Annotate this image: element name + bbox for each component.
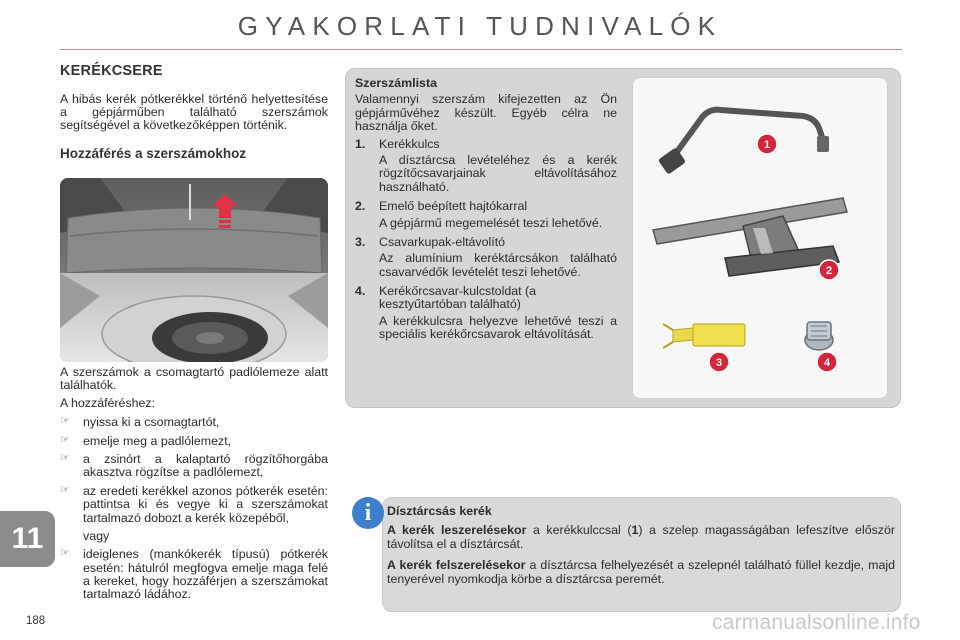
tools-drawing	[633, 78, 888, 399]
bolt-adaptor-icon	[805, 322, 833, 350]
pointing-hand-icon: ☞	[60, 547, 70, 560]
page-number: 188	[26, 615, 46, 627]
list-item: ☞ az eredeti kerékkel azonos pótkerék esetén: pattintsa ki és vegye ki a szerszámokat tartalmazó dobozt a kerék közepéből,	[60, 483, 328, 525]
tool-item: 2. Emelő beépített hajtókarral A gépjármű megemelését teszi lehetővé.	[355, 199, 603, 230]
tool-item: 4. Kerékőrcsavar-kulcstoldat (a kesztyűtartóban található) A kerékkulcsra helyezve lehetővé teszi a speciális kerékőrcsavarok eltávolítását.	[355, 284, 617, 342]
info-text	[387, 505, 895, 594]
cap-remover-icon	[663, 324, 745, 348]
trunk-illustration	[60, 178, 328, 362]
info-paragraph-fitting: A kerék felszerelésekor a dísztárcsa felhelyezését a szelepnél található füllel kezdje, majd tenyerével nyomkodja körbe a dísztárcsa peremét.	[387, 558, 895, 586]
subsection-title: Hozzáférés a szerszámokhoz	[60, 145, 247, 161]
tool-items	[355, 138, 617, 342]
tool-list-text	[355, 77, 617, 348]
location-text: A szerszámok a csomagtartó padlólemeze alatt találhatók.	[60, 365, 328, 393]
callout-3	[709, 352, 729, 372]
trunk-photo	[60, 178, 328, 362]
watermark: carmanualsonline.info	[712, 611, 921, 634]
access-intro: A hozzáféréshez:	[60, 395, 156, 410]
svg-text:4: 4	[823, 357, 831, 369]
info-title: Dísztárcsás kerék	[387, 504, 492, 518]
info-paragraph-removal: A kerék leszerelésekor a kerékkulccsal (1) a szelep magasságában lefeszítve először távolítsa el a dísztárcsát.	[387, 523, 895, 551]
callout-4	[817, 352, 837, 372]
svg-text:3: 3	[715, 357, 723, 369]
access-steps-list	[60, 416, 328, 602]
svg-text:1: 1	[763, 139, 771, 151]
intro-paragraph: A hibás kerék pótkerékkel történő helyettesítése a gépjárműben található szerszámok segítségével a következőképpen történik.	[60, 91, 328, 133]
chapter-tab: 11	[0, 511, 55, 567]
info-icon: i	[352, 497, 384, 529]
or-separator: vagy	[83, 528, 110, 543]
tool-list-title: Szerszámlista	[355, 76, 437, 90]
pointing-hand-icon: ☞	[60, 415, 70, 428]
tool-item: 1. Kerékkulcs A dísztárcsa levételéhez és a kerék rögzítőcsavarjainak eltávolításához használható.	[355, 136, 617, 194]
left-column-upper	[60, 64, 328, 171]
callout-2	[819, 260, 839, 280]
left-column-lower	[60, 366, 328, 607]
list-item: ☞ a zsinórt a kalaptartó rögzítőhorgába akasztva rögzítse a padlólemezt,	[60, 451, 328, 480]
tool-illustration	[632, 77, 888, 399]
pointing-hand-icon: ☞	[60, 451, 70, 464]
pointing-hand-icon: ☞	[60, 483, 70, 496]
list-item: ☞ ideiglenes (mankókerék típusú) pótkerék esetén: hátulról megfogva emelje maga felé a kereket, hogy hozzáférjen a szerszámokat tartalmazó ládához.	[60, 547, 328, 602]
header-divider	[60, 49, 902, 50]
section-title: KERÉKCSERE	[60, 63, 163, 79]
list-item: ☞ nyissa ki a csomagtartót,	[60, 415, 220, 430]
list-item: ☞ emelje meg a padlólemezt,	[60, 433, 232, 448]
tool-item: 3. Csavarkupak-eltávolító Az alumínium keréktárcsákon található csavarvédők levételét teszi lehetővé.	[355, 234, 617, 279]
svg-text:2: 2	[825, 265, 833, 277]
page-header-title: GYAKORLATI TUDNIVALÓK	[237, 11, 723, 41]
callout-1	[757, 134, 777, 154]
jack-icon	[653, 198, 847, 276]
wheel-wrench-icon	[658, 110, 829, 175]
pointing-hand-icon: ☞	[60, 433, 70, 446]
tool-list-intro: Valamennyi szerszám kifejezetten az Ön gépjárművéhez készült. Egyéb célra ne használja őket.	[355, 92, 617, 134]
